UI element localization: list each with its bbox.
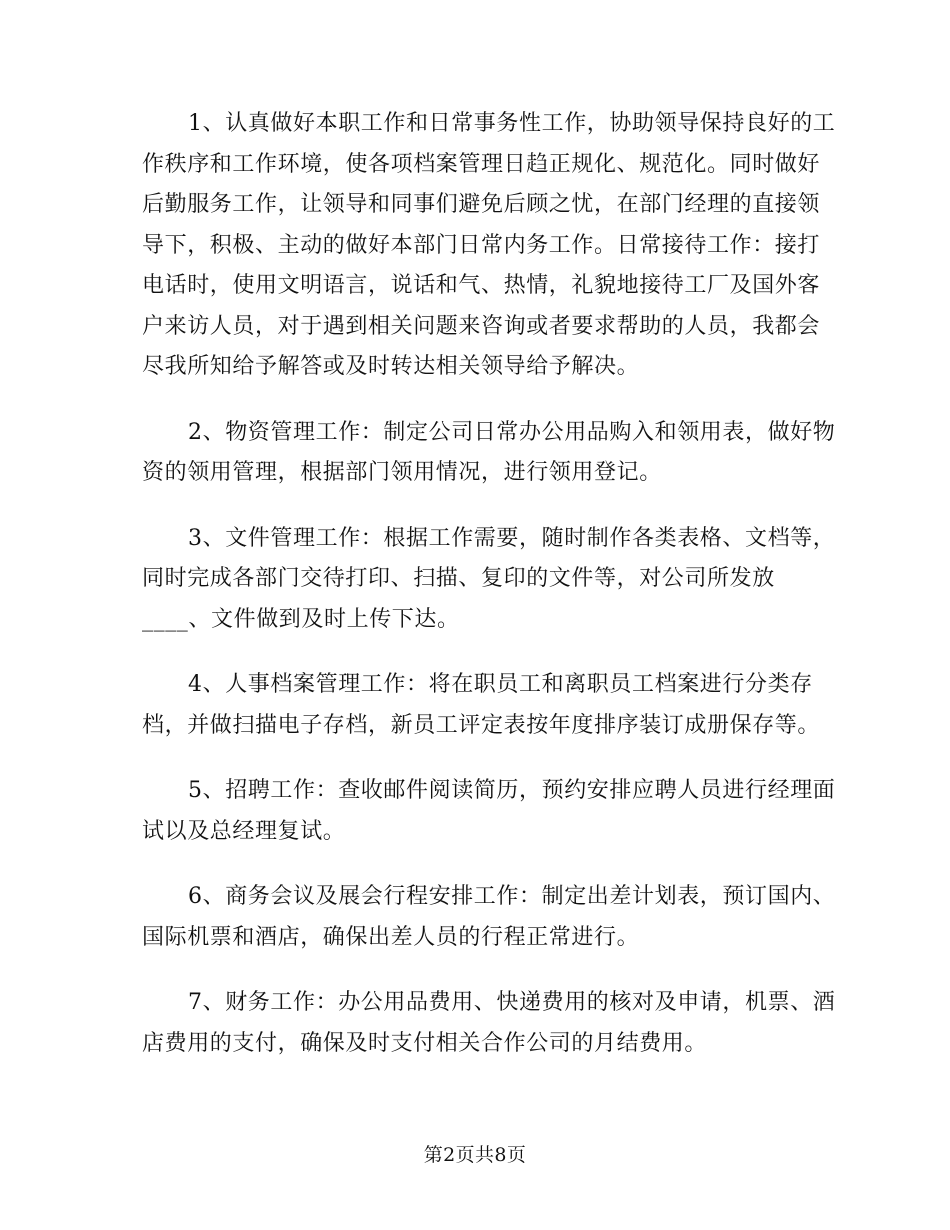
- text-line: 档，并做扫描电子存档，新员工评定表按年度排序装订成册保存等。: [142, 712, 821, 738]
- text-line: 7、财务工作：办公用品费用、快递费用的核对及申请，机票、酒: [188, 990, 836, 1015]
- document-body: [142, 104, 836, 1089]
- text-line: ____、文件做到及时上传下达。: [142, 606, 460, 632]
- text-line: 国际机票和酒店，确保出差人员的行程正常进行。: [142, 924, 640, 950]
- text-line: 后勤服务工作，让领导和同事们避免后顾之忧，在部门经理的直接领: [142, 192, 821, 217]
- text-line: 尽我所知给予解答或及时转达相关领导给予解决。: [142, 354, 640, 379]
- paragraph-7: [142, 983, 836, 1064]
- text-line: 同时完成各部门交待打印、扫描、复印的文件等，对公司所发放: [142, 566, 775, 591]
- text-line: 试以及总经理复试。: [142, 818, 346, 844]
- text-line: 5、招聘工作：查收邮件阅读简历，预约安排应聘人员进行经理面: [188, 778, 836, 803]
- paragraph-1: [142, 104, 836, 388]
- paragraph-6: [142, 877, 836, 958]
- text-line: 店费用的支付，确保及时支付相关合作公司的月结费用。: [142, 1030, 708, 1056]
- text-line: 作秩序和工作环境，使各项档案管理日趋正规化、规范化。同时做好: [142, 151, 821, 177]
- text-line: 3、文件管理工作：根据工作需要，随时制作各类表格、文档等，: [188, 525, 836, 551]
- text-line: 2、物资管理工作：制定公司日常办公用品购入和领用表，做好物: [188, 419, 836, 445]
- paragraph-3: [142, 519, 836, 641]
- text-line: 电话时，使用文明语言，说话和气、热情，礼貌地接待工厂及国外客: [142, 273, 821, 298]
- text-line: 6、商务会议及展会行程安排工作：制定出差计划表，预订国内、: [188, 884, 836, 909]
- page-number: 第2页共8页: [423, 1144, 527, 1166]
- text-line: 4、人事档案管理工作：将在职员工和离职员工档案进行分类存: [188, 672, 813, 697]
- text-line: 1、认真做好本职工作和日常事务性工作，协助领导保持良好的工: [188, 111, 836, 136]
- paragraph-2: [142, 413, 836, 494]
- text-line: 户来访人员，对于遇到相关问题来咨询或者要求帮助的人员，我都会: [142, 313, 821, 339]
- paragraph-5: [142, 771, 836, 852]
- text-line: 导下，积极、主动的做好本部门日常内务工作。日常接待工作：接打: [142, 232, 821, 258]
- paragraph-4: [142, 665, 821, 746]
- text-line: 资的领用管理，根据部门领用情况，进行领用登记。: [142, 460, 662, 485]
